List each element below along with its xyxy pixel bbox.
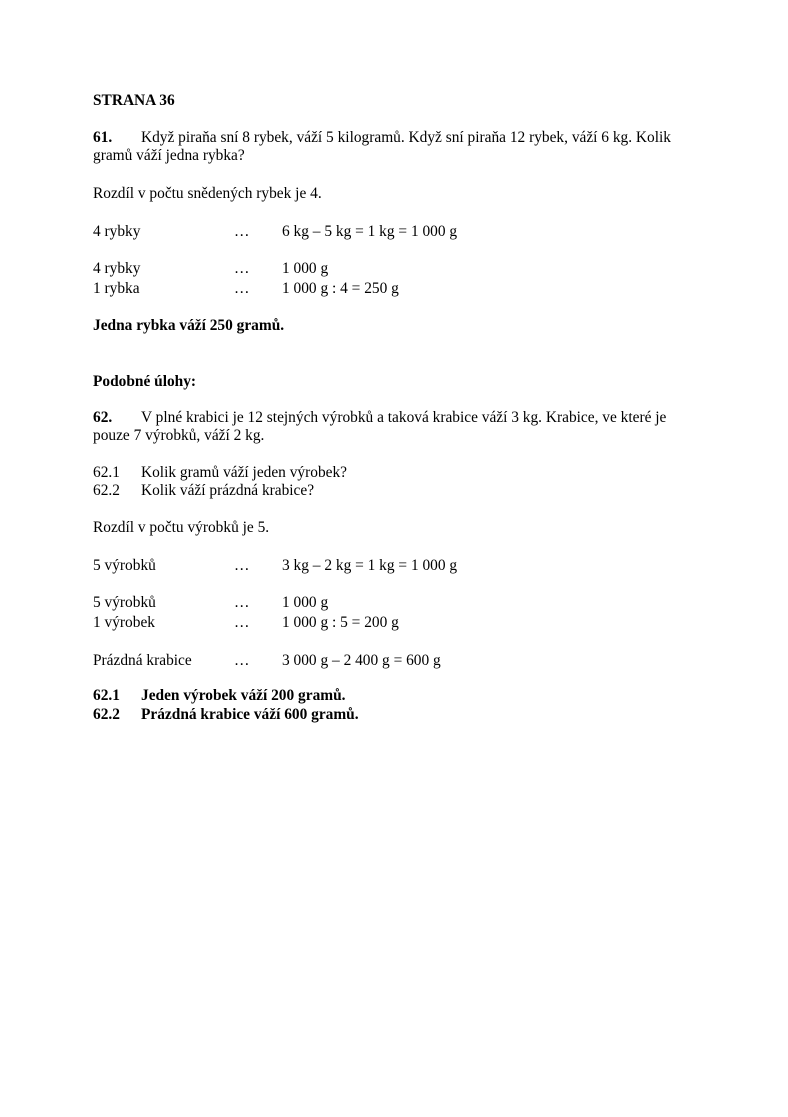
- problem-text-continued: pouze 7 výrobků, váží 2 kg.: [93, 427, 265, 444]
- row-value: 1 000 g: [282, 594, 329, 611]
- problem-text-continued: gramů váží jedna rybka?: [93, 147, 245, 164]
- answer: Jedna rybka váží 250 gramů.: [93, 317, 285, 334]
- problem-number: 62.: [93, 409, 113, 426]
- row-label: 5 výrobků: [93, 557, 156, 574]
- difference-statement: Rozdíl v počtu snědených rybek je 4.: [93, 185, 322, 202]
- answer-number: 62.2: [93, 706, 120, 723]
- question-number: 62.1: [93, 464, 120, 481]
- answer-text: Jeden výrobek váží 200 gramů.: [141, 687, 346, 704]
- row-value: 1 000 g: [282, 260, 329, 277]
- row-ellipsis: …: [234, 614, 250, 631]
- row-ellipsis: …: [234, 223, 250, 240]
- row-label: 4 rybky: [93, 260, 141, 277]
- row-ellipsis: …: [234, 594, 250, 611]
- question-text: Kolik váží prázdná krabice?: [141, 482, 315, 499]
- section-heading: Podobné úlohy:: [93, 373, 197, 390]
- question-text: Kolik gramů váží jeden výrobek?: [141, 464, 347, 481]
- row-value: 3 000 g – 2 400 g = 600 g: [282, 652, 441, 669]
- row-label: 1 rybka: [93, 280, 140, 297]
- row-label: 4 rybky: [93, 223, 141, 240]
- answer-text: Prázdná krabice váží 600 gramů.: [141, 706, 359, 723]
- row-value: 1 000 g : 4 = 250 g: [282, 280, 399, 297]
- row-ellipsis: …: [234, 652, 250, 669]
- row-label: 5 výrobků: [93, 594, 156, 611]
- problem-number: 61.: [93, 129, 113, 146]
- page-heading: STRANA 36: [93, 92, 175, 109]
- row-ellipsis: …: [234, 557, 250, 574]
- answer-number: 62.1: [93, 687, 120, 704]
- row-value: 6 kg – 5 kg = 1 kg = 1 000 g: [282, 223, 458, 240]
- row-value: 3 kg – 2 kg = 1 kg = 1 000 g: [282, 557, 458, 574]
- difference-statement: Rozdíl v počtu výrobků je 5.: [93, 519, 270, 536]
- row-label: 1 výrobek: [93, 614, 155, 631]
- row-ellipsis: …: [234, 280, 250, 297]
- row-ellipsis: …: [234, 260, 250, 277]
- problem-text: V plné krabici je 12 stejných výrobků a taková krabice váží 3 kg. Krabice, ve které je: [141, 409, 667, 426]
- question-number: 62.2: [93, 482, 120, 499]
- row-value: 1 000 g : 5 = 200 g: [282, 614, 399, 631]
- row-label: Prázdná krabice: [93, 652, 192, 669]
- problem-text: Když piraňa sní 8 rybek, váží 5 kilogramů. Když sní piraňa 12 rybek, váží 6 kg. Kolik: [141, 129, 671, 146]
